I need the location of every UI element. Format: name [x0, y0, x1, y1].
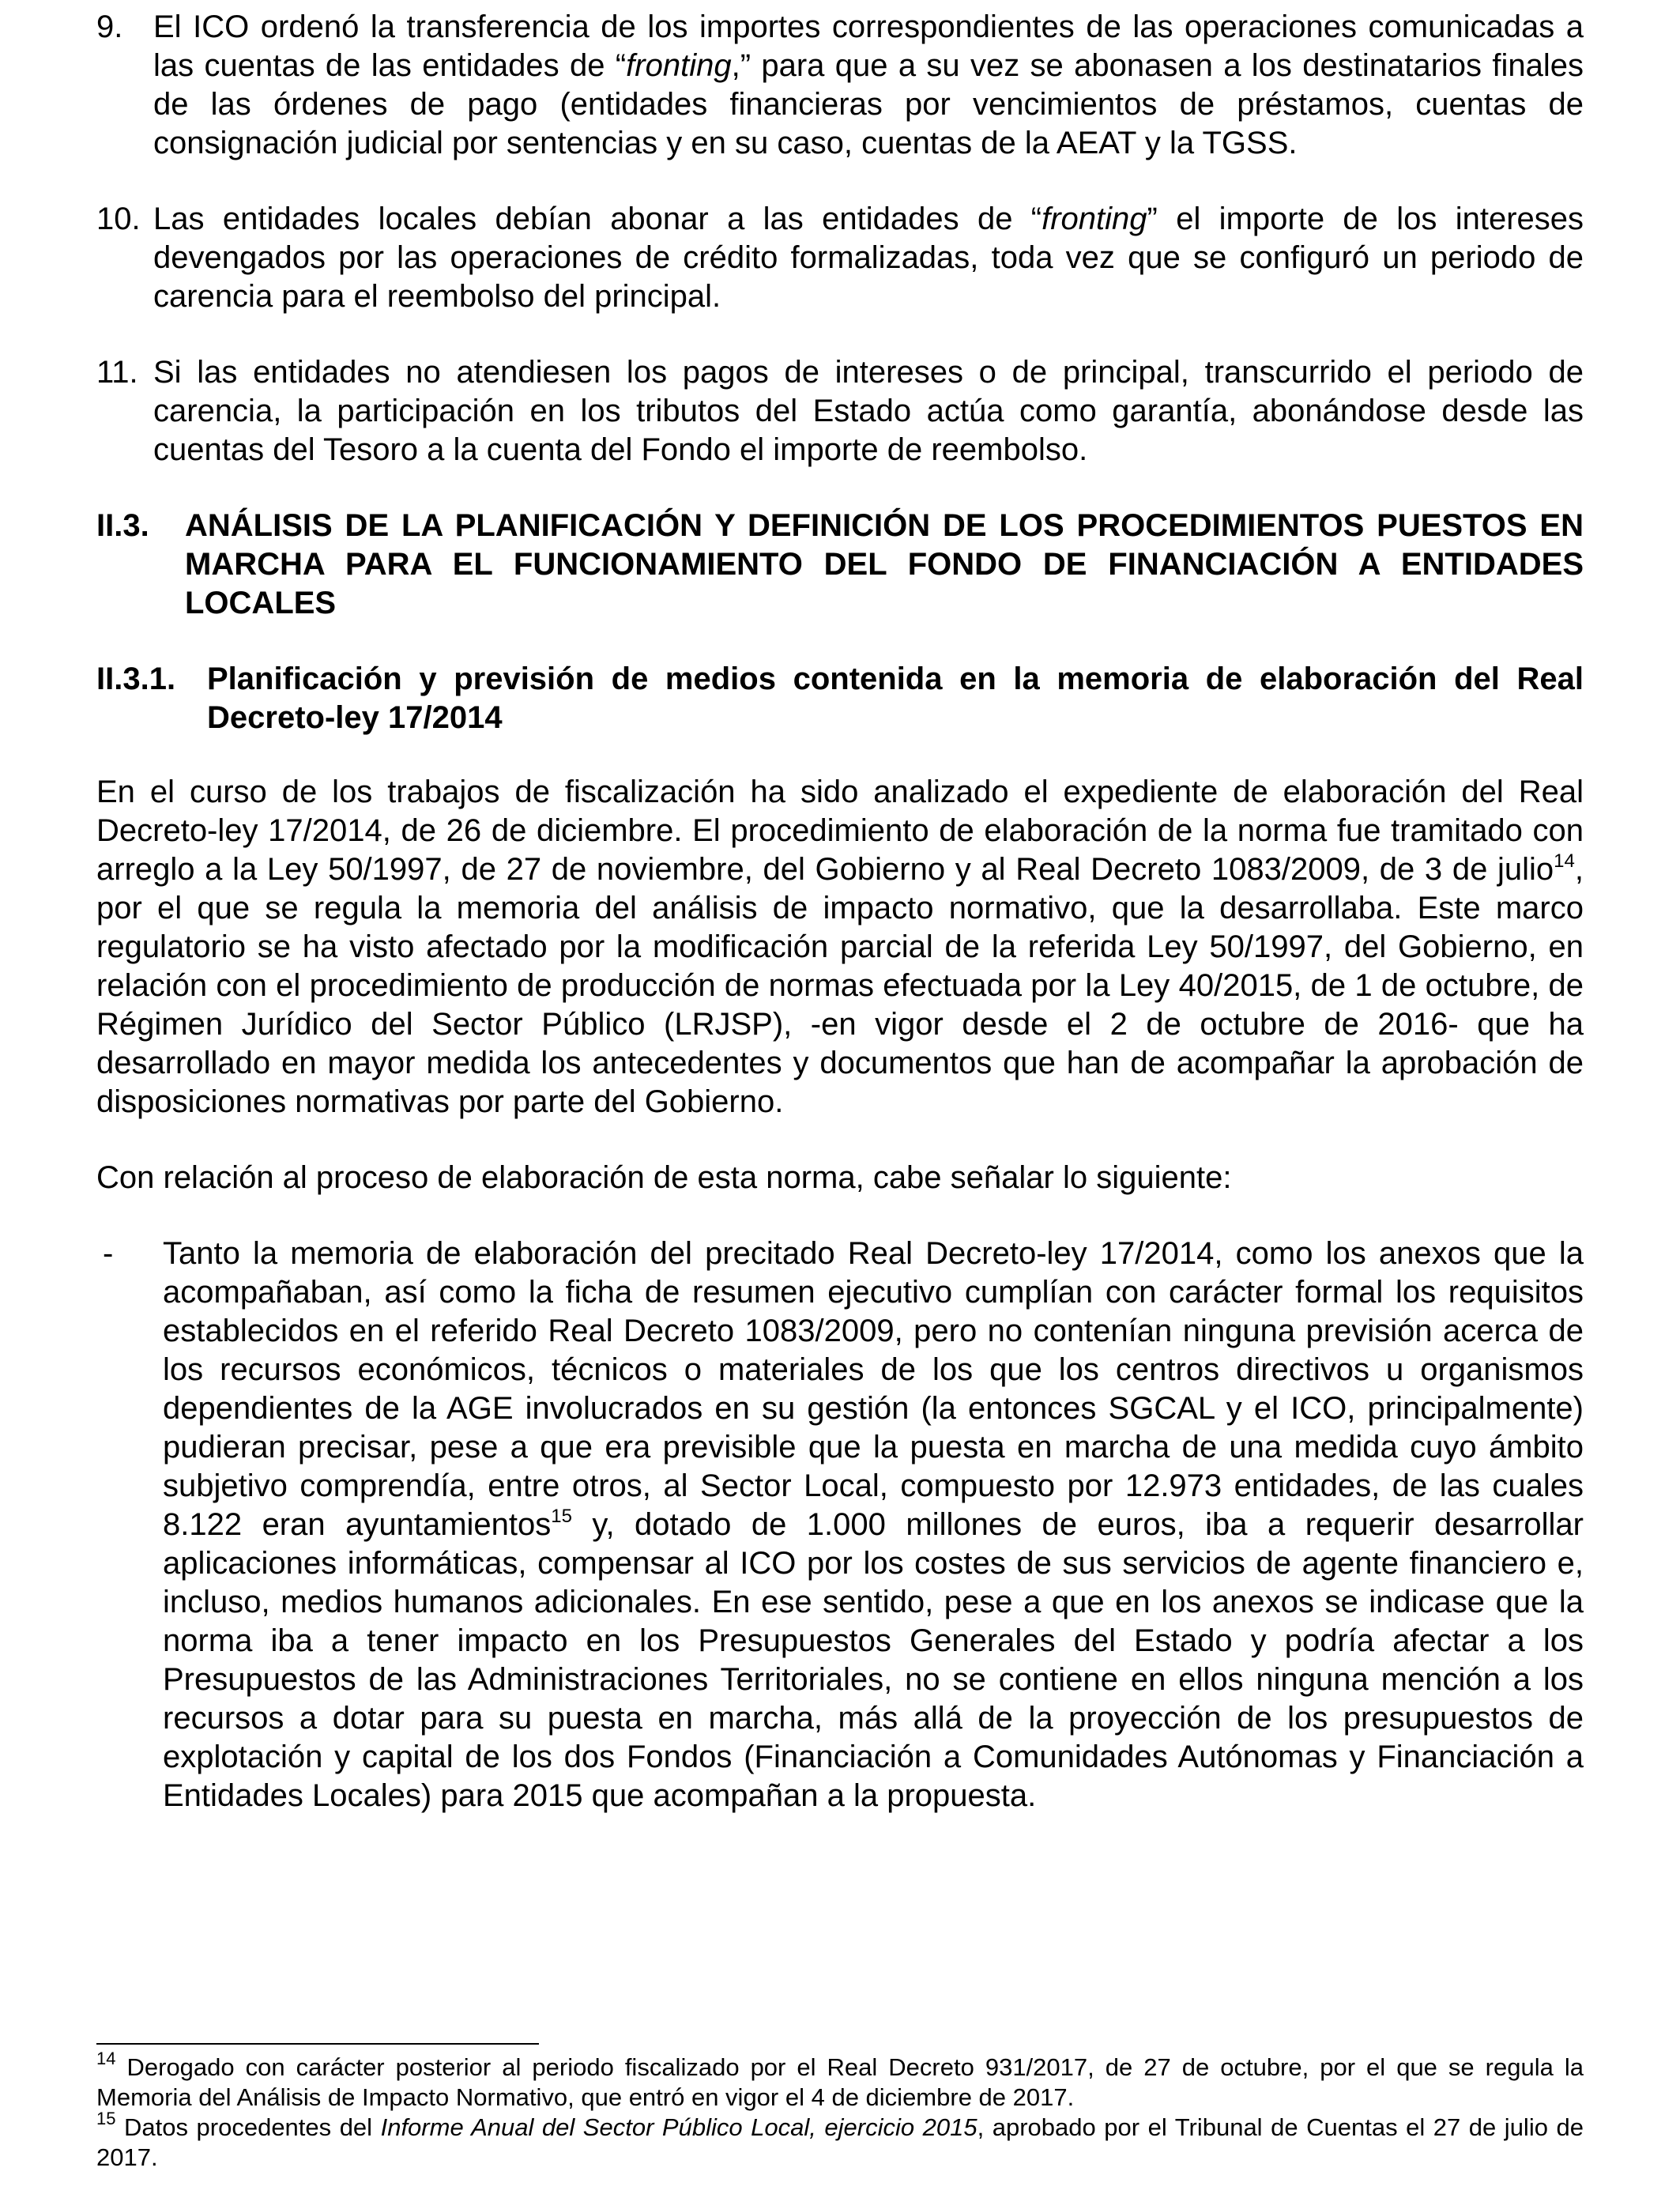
body-paragraph: Con relación al proceso de elaboración de esta norma, cabe señalar lo siguiente:	[96, 1160, 1232, 1195]
list-text: Si las entidades no atendiesen los pagos de intereses o de principal, transcurrido el periodo de carencia, la participación en los tributos del Estado actúa como garantía, abonándose desde las cuentas del Tesoro a la cuenta del Fondo el importe de reembolso.	[153, 355, 1584, 467]
section-heading	[96, 507, 1584, 623]
list-item-11	[96, 353, 1584, 469]
footnote-text: Derogado con carácter posterior al periodo fiscalizado por el Real Decreto 931/2017, de 27 de octubre, por el que se regula la Memoria del Análisis de Impacto Normativo, que entró en vigor el 4 de diciembre de 2017.	[96, 2053, 1584, 2111]
list-number: 10.	[96, 202, 141, 236]
footnote-ref-14[interactable]: 14	[1554, 850, 1575, 872]
list-text-emphasis: fronting	[626, 48, 732, 83]
footnote-ref-15[interactable]: 15	[551, 1506, 572, 1527]
body-paragraph	[96, 773, 1584, 1122]
footnote-number: 14	[96, 2049, 116, 2068]
footnote-text: , aprobado por el Tribunal de Cuentas el 27 de julio de 2017.	[96, 2113, 1584, 2171]
list-text-emphasis: fronting	[1042, 202, 1147, 236]
footnote-number: 15	[96, 2109, 116, 2128]
bullet-text: Tanto la memoria de elaboración del precitado Real Decreto-ley 17/2014, como los anexos que la acompañaban, así como la ficha de resumen ejecutivo cumplían con carácter formal los requisitos establecidos en el referido Real Decreto 1083/2009, pero no contenían ninguna previsión acerca de los recursos económicos, técnicos o materiales de los que los centros directivos u organismos dependientes de la AGE involucrados en su gestión (la entonces SGCAL y el ICO, principalmente) pudieran precisar, pese a que era previsible que la puesta en marcha de una medida cuyo ámbito subjetivo comprendía, entre otros, al Sector Local, compuesto por 12.973 entidades, de las cuales 8.122 eran ayuntamientos	[163, 1236, 1584, 1542]
list-text: ,” para que a su vez se abonasen a los destinatarios finales de las órdenes de pago (entidades financieras por vencimientos de préstamos, cuentas de consignación judicial por sentencias y en su caso, cuentas de la AEAT y la TGSS.	[153, 48, 1584, 160]
bullet-dash: -	[103, 1236, 114, 1271]
paragraph-text: , por el que se regula la memoria del análisis de impacto normativo, que la desarrollaba. Este marco regulatorio se ha visto afectado por la modificación parcial de la referida Ley 50/1997, del Gobierno, en relación con el procedimiento de producción de normas efectuada por la Ley 40/2015, de 1 de octubre, de Régimen Jurídico del Sector Público (LRJSP), -en vigor desde el 2 de octubre de 2016- que ha desarrollado en mayor medida los antecedentes y documentos que han de acompañar la aprobación de disposiciones normativas por parte del Gobierno.	[96, 852, 1584, 1119]
footnote-15	[96, 2109, 1584, 2173]
section-title: ANÁLISIS DE LA PLANIFICACIÓN Y DEFINICIÓN DE LOS PROCEDIMIENTOS PUESTOS EN MARCHA PARA EL FUNCIONAMIENTO DEL FONDO DE FINANCIACIÓN A ENTIDADES LOCALES	[185, 508, 1584, 620]
paragraph-text: En el curso de los trabajos de fiscalización ha sido analizado el expediente de elaboración del Real Decreto-ley 17/2014, de 26 de diciembre. El procedimiento de elaboración de la norma fue tramitado con arreglo a la Ley 50/1997, de 27 de noviembre, del Gobierno y al Real Decreto 1083/2009, de 3 de julio	[96, 775, 1584, 887]
subsection-number: II.3.1.	[96, 662, 176, 696]
list-item-9	[96, 8, 1584, 163]
list-text: Las entidades locales debían abonar a las entidades de “	[153, 202, 1042, 236]
bullet-text: y, dotado de 1.000 millones de euros, iba a requerir desarrollar aplicaciones informáticas, compensar al ICO por los costes de sus servicios de agente financiero e, incluso, medios humanos adicionales. En ese sentido, pese a que en los anexos se indicase que la norma iba a tener impacto en los Presupuestos Generales del Estado y podría afectar a los Presupuestos de las Administraciones Territoriales, no se contiene en ellos ninguna mención a los recursos a dotar para su puesta en marcha, más allá de la proyección de los presupuestos de explotación y capital de los dos Fondos (Financiación a Comunidades Autónomas y Financiación a Entidades Locales) para 2015 que acompañan a la propuesta.	[163, 1507, 1584, 1813]
footnote-text-emphasis: Informe Anual del Sector Público Local, ejercicio 2015	[380, 2113, 977, 2141]
footnote-divider	[96, 2043, 539, 2045]
list-item-10	[96, 200, 1584, 316]
bullet-item	[96, 1235, 1584, 1815]
subsection-heading	[96, 660, 1584, 737]
subsection-title: Planificación y previsión de medios contenida en la memoria de elaboración del Real Decreto-ley 17/2014	[207, 662, 1584, 735]
footnotes	[96, 2049, 1584, 2173]
section-number: II.3.	[96, 508, 149, 543]
footnote-text: Datos procedentes del	[115, 2113, 381, 2141]
list-text: El ICO ordenó la transferencia de los importes correspondientes de las operaciones comunicadas a las cuentas de las entidades de “	[153, 9, 1584, 83]
document-body	[96, 8, 1584, 1815]
list-number: 11.	[96, 355, 138, 390]
footnote-14	[96, 2049, 1584, 2113]
list-number: 9.	[96, 9, 123, 44]
list-text: ” el importe de los intereses devengados por las operaciones de crédito formalizadas, toda vez que se configuró un periodo de carencia para el reembolso del principal.	[153, 202, 1584, 314]
